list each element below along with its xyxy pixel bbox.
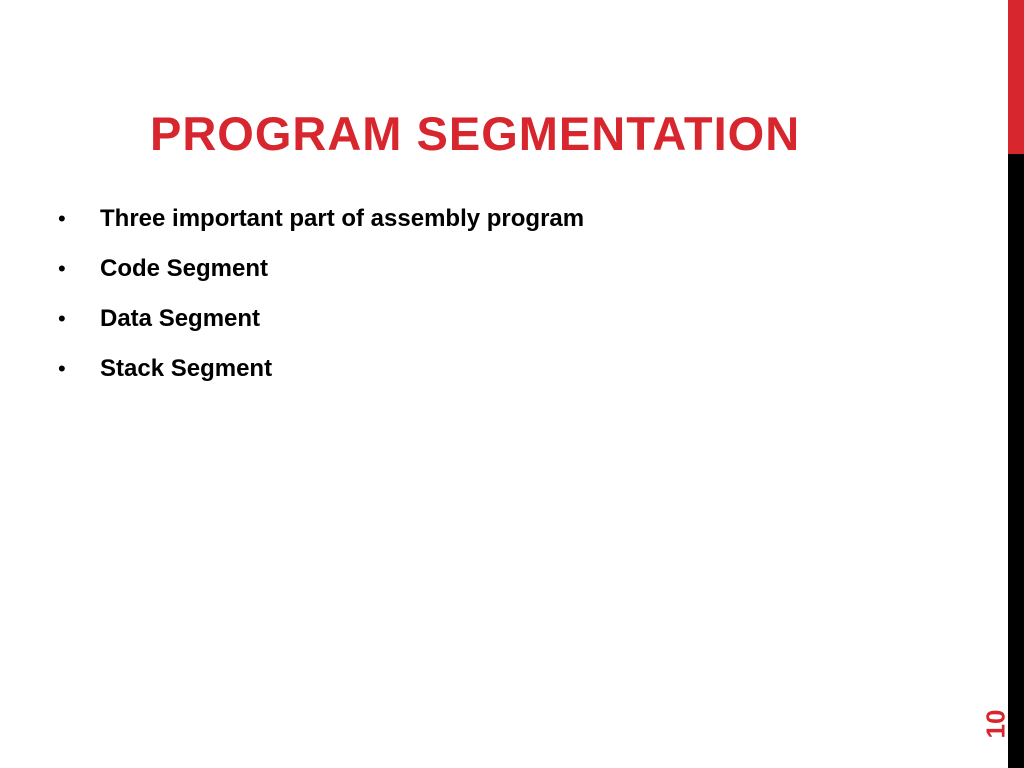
bullet-text: Stack Segment (100, 355, 273, 382)
side-accent-bar-red (1008, 0, 1024, 154)
bullet-marker: • (58, 356, 66, 381)
slide-number: 10 (980, 709, 1011, 739)
bullet-item (58, 296, 584, 346)
bullet-item (58, 246, 584, 296)
slide-title: PROGRAM SEGMENTATION (150, 107, 801, 160)
bullet-marker: • (58, 256, 66, 281)
bullet-text: Code Segment (100, 255, 269, 282)
bullet-text: Three important part of assembly program (100, 205, 585, 232)
side-accent-bar (1008, 0, 1024, 768)
bullet-item (58, 196, 584, 246)
bullet-list (58, 196, 584, 396)
side-accent-bar-black (1008, 154, 1024, 768)
bullet-text: Data Segment (100, 305, 261, 332)
bullet-item (58, 346, 584, 396)
bullet-marker: • (58, 206, 66, 231)
bullet-marker: • (58, 306, 66, 331)
